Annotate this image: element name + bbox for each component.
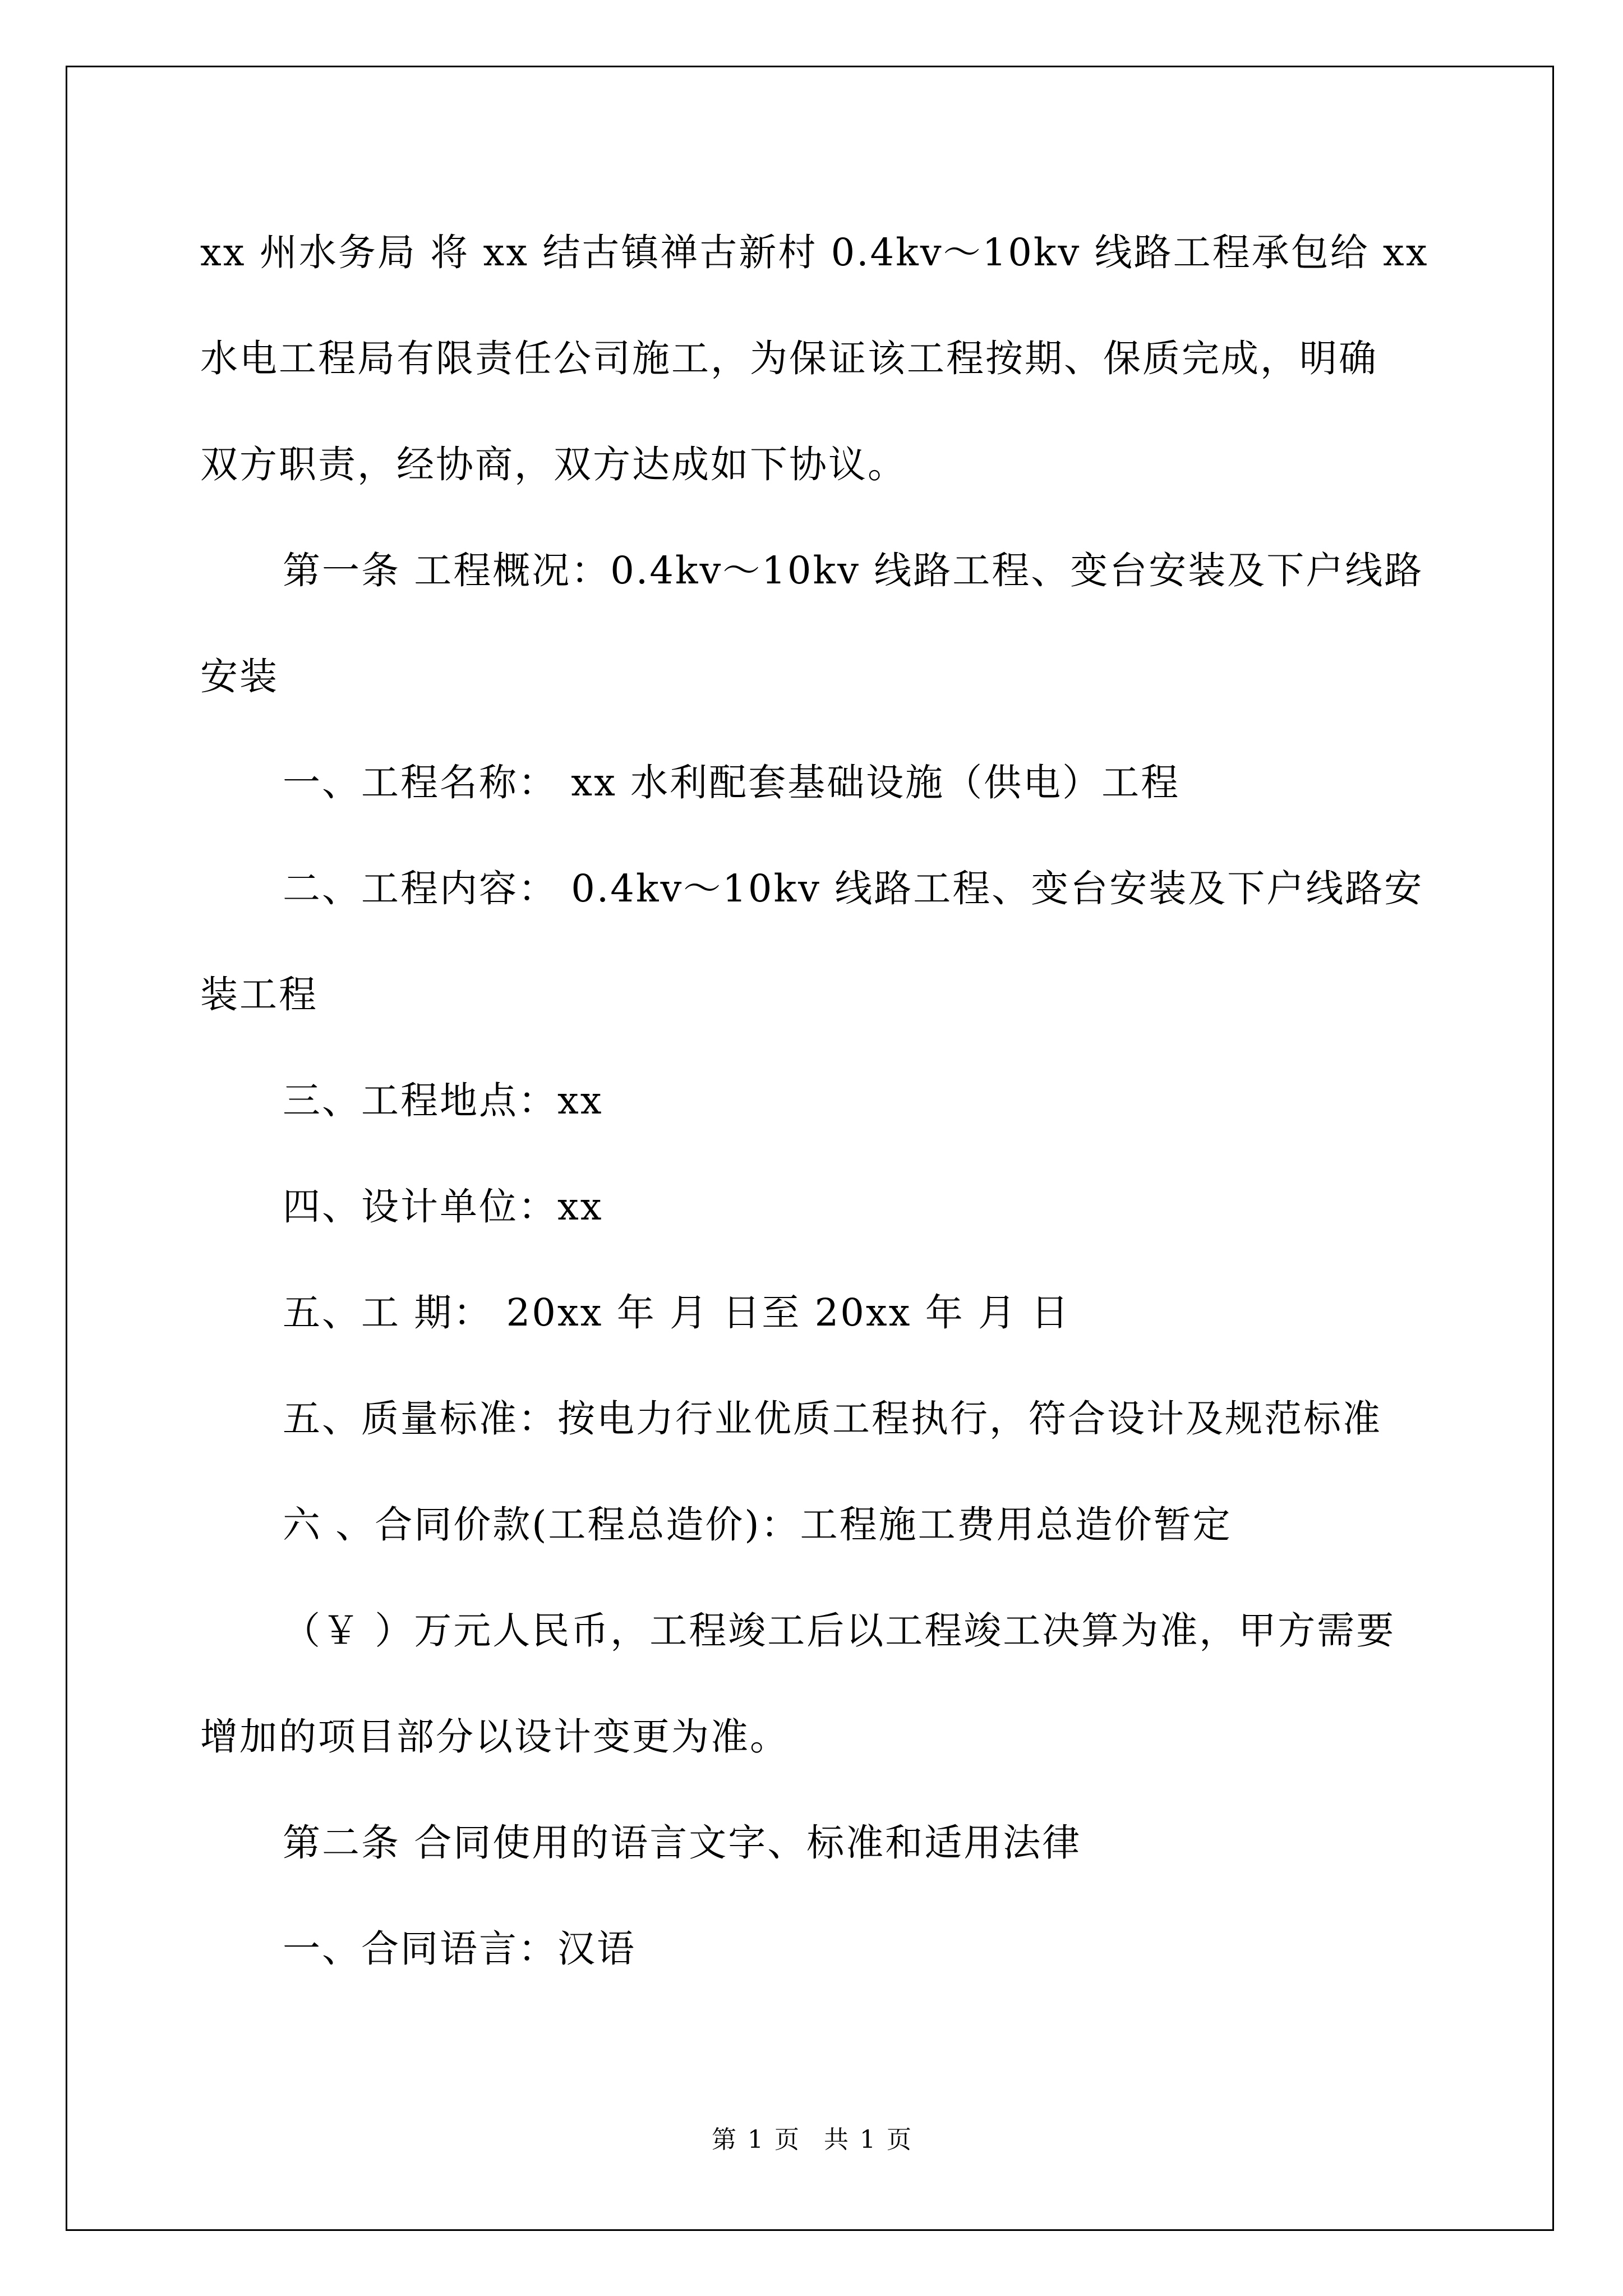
project-name-line: 一、工程名称： xx 水利配套基础设施（供电）工程 xyxy=(283,761,1181,804)
text-line-15: 增加的项目部分以设计变更为准。 xyxy=(200,1715,789,1759)
text-line-1: xx 州水务局 将 xx 结古镇禅古新村 0.4kv～10kv 线路工程承包给 xx xyxy=(200,231,1429,274)
text-line-8: 装工程 xyxy=(200,973,318,1016)
duration-line: 五、工 期： 20xx 年 月 日至 20xx 年 月 日 xyxy=(283,1291,1071,1335)
price-amount-line: （￥ ）万元人民币，工程竣工后以工程竣工决算为准，甲方需要 xyxy=(283,1609,1396,1653)
text-line-3: 双方职责，经协商，双方达成如下协议。 xyxy=(200,443,907,486)
project-location-line: 三、工程地点：xx xyxy=(283,1079,603,1122)
text-line-2: 水电工程局有限责任公司施工，为保证该工程按期、保质完成，明确 xyxy=(200,337,1378,380)
article-2-heading: 第二条 合同使用的语言文字、标准和适用法律 xyxy=(283,1821,1082,1865)
contract-price-line: 六 、合同价款(工程总造价)：工程施工费用总造价暂定 xyxy=(283,1503,1232,1547)
design-unit-line: 四、设计单位：xx xyxy=(283,1185,603,1228)
text-line-5: 安装 xyxy=(200,655,279,698)
document-body xyxy=(200,222,1428,2024)
page-number-footer: 第 1 页 共 1 页 xyxy=(712,2125,911,2154)
quality-standard-line: 五、质量标准：按电力行业优质工程执行，符合设计及规范标准 xyxy=(283,1397,1382,1441)
contract-language-line: 一、合同语言：汉语 xyxy=(283,1927,636,1971)
article-1-heading: 第一条 工程概况：0.4kv～10kv 线路工程、变台安装及下户线路 xyxy=(283,549,1424,592)
project-content-line: 二、工程内容： 0.4kv～10kv 线路工程、变台安装及下户线路安 xyxy=(283,867,1424,910)
